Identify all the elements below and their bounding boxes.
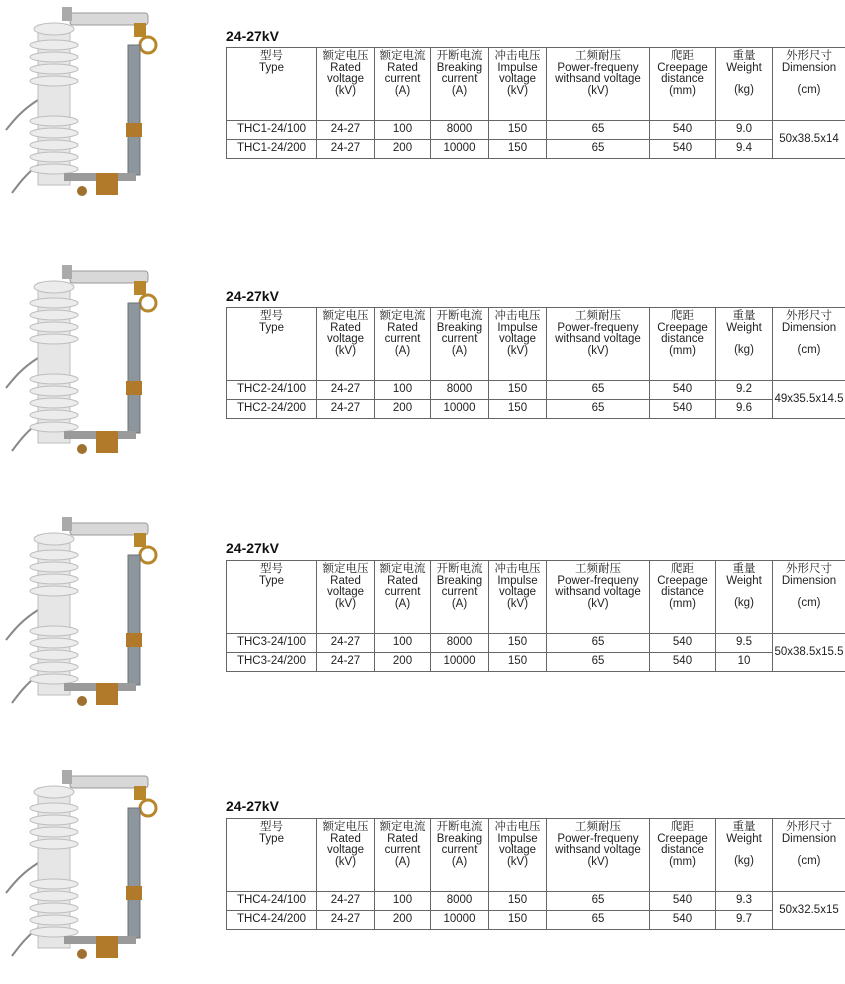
col-rated-voltage: 额定电压 Rated voltage (kV) bbox=[317, 308, 375, 381]
cell-power-frequency: 65 bbox=[547, 911, 650, 930]
col-weight: 重量 Weight (kg) bbox=[716, 561, 773, 634]
col-breaking-current: 开断电流 Breaking current (A) bbox=[431, 561, 489, 634]
table-row bbox=[227, 381, 845, 400]
cell-type: THC3-24/100 bbox=[227, 634, 317, 653]
cell-dimension: 49x35.5x14.5 bbox=[773, 381, 845, 419]
col-type: 型号 Type bbox=[227, 561, 317, 634]
col-creepage: 爬距 Creepage distance (mm) bbox=[650, 48, 716, 121]
cell-rated-voltage: 24-27 bbox=[317, 634, 375, 653]
cell-breaking-current: 10000 bbox=[431, 140, 489, 159]
col-dimension: 外形尺寸 Dimension (cm) bbox=[773, 561, 845, 634]
col-breaking-current: 开断电流 Breaking current (A) bbox=[431, 48, 489, 121]
cell-breaking-current: 10000 bbox=[431, 911, 489, 930]
cell-weight: 10 bbox=[716, 653, 773, 672]
table-row bbox=[227, 121, 845, 140]
cell-impulse-voltage: 150 bbox=[489, 121, 547, 140]
cell-rated-current: 100 bbox=[375, 381, 431, 400]
cell-power-frequency: 65 bbox=[547, 400, 650, 419]
cell-type: THC2-24/100 bbox=[227, 381, 317, 400]
cell-weight: 9.7 bbox=[716, 911, 773, 930]
cell-power-frequency: 65 bbox=[547, 653, 650, 672]
cell-rated-current: 200 bbox=[375, 911, 431, 930]
cell-rated-current: 100 bbox=[375, 121, 431, 140]
col-rated-current: 额定电流 Rated current (A) bbox=[375, 48, 431, 121]
cell-rated-current: 100 bbox=[375, 634, 431, 653]
cell-creepage: 540 bbox=[650, 892, 716, 911]
cell-rated-voltage: 24-27 bbox=[317, 121, 375, 140]
cell-rated-voltage: 24-27 bbox=[317, 653, 375, 672]
spec-table bbox=[226, 47, 845, 159]
cell-breaking-current: 8000 bbox=[431, 634, 489, 653]
cell-rated-voltage: 24-27 bbox=[317, 140, 375, 159]
spec-table bbox=[226, 560, 845, 672]
cell-creepage: 540 bbox=[650, 911, 716, 930]
section-title: 24-27kV bbox=[226, 540, 279, 556]
table-row bbox=[227, 653, 845, 672]
col-weight: 重量 Weight (kg) bbox=[716, 308, 773, 381]
cell-type: THC2-24/200 bbox=[227, 400, 317, 419]
col-creepage: 爬距 Creepage distance (mm) bbox=[650, 308, 716, 381]
header-row bbox=[227, 561, 845, 634]
col-creepage: 爬距 Creepage distance (mm) bbox=[650, 819, 716, 892]
table-row bbox=[227, 140, 845, 159]
fuse-cutout-image bbox=[0, 263, 205, 463]
cell-type: THC1-24/200 bbox=[227, 140, 317, 159]
table-row bbox=[227, 400, 845, 419]
table-row bbox=[227, 911, 845, 930]
section-title: 24-27kV bbox=[226, 288, 279, 304]
col-dimension: 外形尺寸 Dimension (cm) bbox=[773, 48, 845, 121]
cell-impulse-voltage: 150 bbox=[489, 911, 547, 930]
cell-impulse-voltage: 150 bbox=[489, 381, 547, 400]
cell-dimension: 50x38.5x14 bbox=[773, 121, 845, 159]
cell-rated-voltage: 24-27 bbox=[317, 911, 375, 930]
col-rated-current: 额定电流 Rated current (A) bbox=[375, 561, 431, 634]
cell-rated-current: 200 bbox=[375, 653, 431, 672]
header-row bbox=[227, 308, 845, 381]
cell-rated-voltage: 24-27 bbox=[317, 381, 375, 400]
cell-creepage: 540 bbox=[650, 140, 716, 159]
col-weight: 重量 Weight (kg) bbox=[716, 48, 773, 121]
col-breaking-current: 开断电流 Breaking current (A) bbox=[431, 819, 489, 892]
col-type: 型号 Type bbox=[227, 308, 317, 381]
col-impulse-voltage: 冲击电压 Impulse voltage (kV) bbox=[489, 819, 547, 892]
cell-weight: 9.0 bbox=[716, 121, 773, 140]
col-breaking-current: 开断电流 Breaking current (A) bbox=[431, 308, 489, 381]
cell-breaking-current: 10000 bbox=[431, 653, 489, 672]
cell-impulse-voltage: 150 bbox=[489, 400, 547, 419]
cell-rated-voltage: 24-27 bbox=[317, 400, 375, 419]
cell-dimension: 50x32.5x15 bbox=[773, 892, 845, 930]
cell-impulse-voltage: 150 bbox=[489, 892, 547, 911]
cell-rated-voltage: 24-27 bbox=[317, 892, 375, 911]
cell-impulse-voltage: 150 bbox=[489, 653, 547, 672]
table-row bbox=[227, 892, 845, 911]
col-type: 型号 Type bbox=[227, 819, 317, 892]
cell-type: THC4-24/100 bbox=[227, 892, 317, 911]
col-weight: 重量 Weight (kg) bbox=[716, 819, 773, 892]
cell-breaking-current: 8000 bbox=[431, 121, 489, 140]
cell-creepage: 540 bbox=[650, 653, 716, 672]
col-dimension: 外形尺寸 Dimension (cm) bbox=[773, 819, 845, 892]
cell-breaking-current: 8000 bbox=[431, 381, 489, 400]
cell-impulse-voltage: 150 bbox=[489, 634, 547, 653]
cell-rated-current: 200 bbox=[375, 140, 431, 159]
col-rated-voltage: 额定电压 Rated voltage (kV) bbox=[317, 819, 375, 892]
table-row bbox=[227, 634, 845, 653]
col-rated-voltage: 额定电压 Rated voltage (kV) bbox=[317, 561, 375, 634]
fuse-cutout-image bbox=[0, 768, 205, 968]
section-title: 24-27kV bbox=[226, 798, 279, 814]
fuse-cutout-image bbox=[0, 5, 205, 205]
col-creepage: 爬距 Creepage distance (mm) bbox=[650, 561, 716, 634]
cell-rated-current: 100 bbox=[375, 892, 431, 911]
cell-power-frequency: 65 bbox=[547, 634, 650, 653]
cell-power-frequency: 65 bbox=[547, 140, 650, 159]
cell-power-frequency: 65 bbox=[547, 892, 650, 911]
cell-weight: 9.3 bbox=[716, 892, 773, 911]
cell-type: THC3-24/200 bbox=[227, 653, 317, 672]
cell-dimension: 50x38.5x15.5 bbox=[773, 634, 845, 672]
cell-power-frequency: 65 bbox=[547, 121, 650, 140]
col-rated-voltage: 额定电压 Rated voltage (kV) bbox=[317, 48, 375, 121]
header-row bbox=[227, 819, 845, 892]
cell-weight: 9.6 bbox=[716, 400, 773, 419]
col-power-frequency: 工频耐压 Power-frequeny withsand voltage (kV) bbox=[547, 48, 650, 121]
col-rated-current: 额定电流 Rated current (A) bbox=[375, 819, 431, 892]
cell-rated-current: 200 bbox=[375, 400, 431, 419]
col-impulse-voltage: 冲击电压 Impulse voltage (kV) bbox=[489, 561, 547, 634]
section-title: 24-27kV bbox=[226, 28, 279, 44]
cell-creepage: 540 bbox=[650, 381, 716, 400]
col-power-frequency: 工频耐压 Power-frequeny withsand voltage (kV) bbox=[547, 308, 650, 381]
col-power-frequency: 工频耐压 Power-frequeny withsand voltage (kV) bbox=[547, 819, 650, 892]
cell-breaking-current: 8000 bbox=[431, 892, 489, 911]
cell-type: THC1-24/100 bbox=[227, 121, 317, 140]
cell-creepage: 540 bbox=[650, 121, 716, 140]
col-impulse-voltage: 冲击电压 Impulse voltage (kV) bbox=[489, 308, 547, 381]
cell-creepage: 540 bbox=[650, 400, 716, 419]
cell-creepage: 540 bbox=[650, 634, 716, 653]
col-type: 型号 Type bbox=[227, 48, 317, 121]
col-power-frequency: 工频耐压 Power-frequeny withsand voltage (kV) bbox=[547, 561, 650, 634]
cell-weight: 9.2 bbox=[716, 381, 773, 400]
spec-table bbox=[226, 818, 845, 930]
cell-impulse-voltage: 150 bbox=[489, 140, 547, 159]
spec-table bbox=[226, 307, 845, 419]
cell-weight: 9.5 bbox=[716, 634, 773, 653]
fuse-cutout-image bbox=[0, 515, 205, 715]
col-impulse-voltage: 冲击电压 Impulse voltage (kV) bbox=[489, 48, 547, 121]
cell-weight: 9.4 bbox=[716, 140, 773, 159]
col-dimension: 外形尺寸 Dimension (cm) bbox=[773, 308, 845, 381]
col-rated-current: 额定电流 Rated current (A) bbox=[375, 308, 431, 381]
header-row bbox=[227, 48, 845, 121]
cell-breaking-current: 10000 bbox=[431, 400, 489, 419]
cell-type: THC4-24/200 bbox=[227, 911, 317, 930]
cell-power-frequency: 65 bbox=[547, 381, 650, 400]
